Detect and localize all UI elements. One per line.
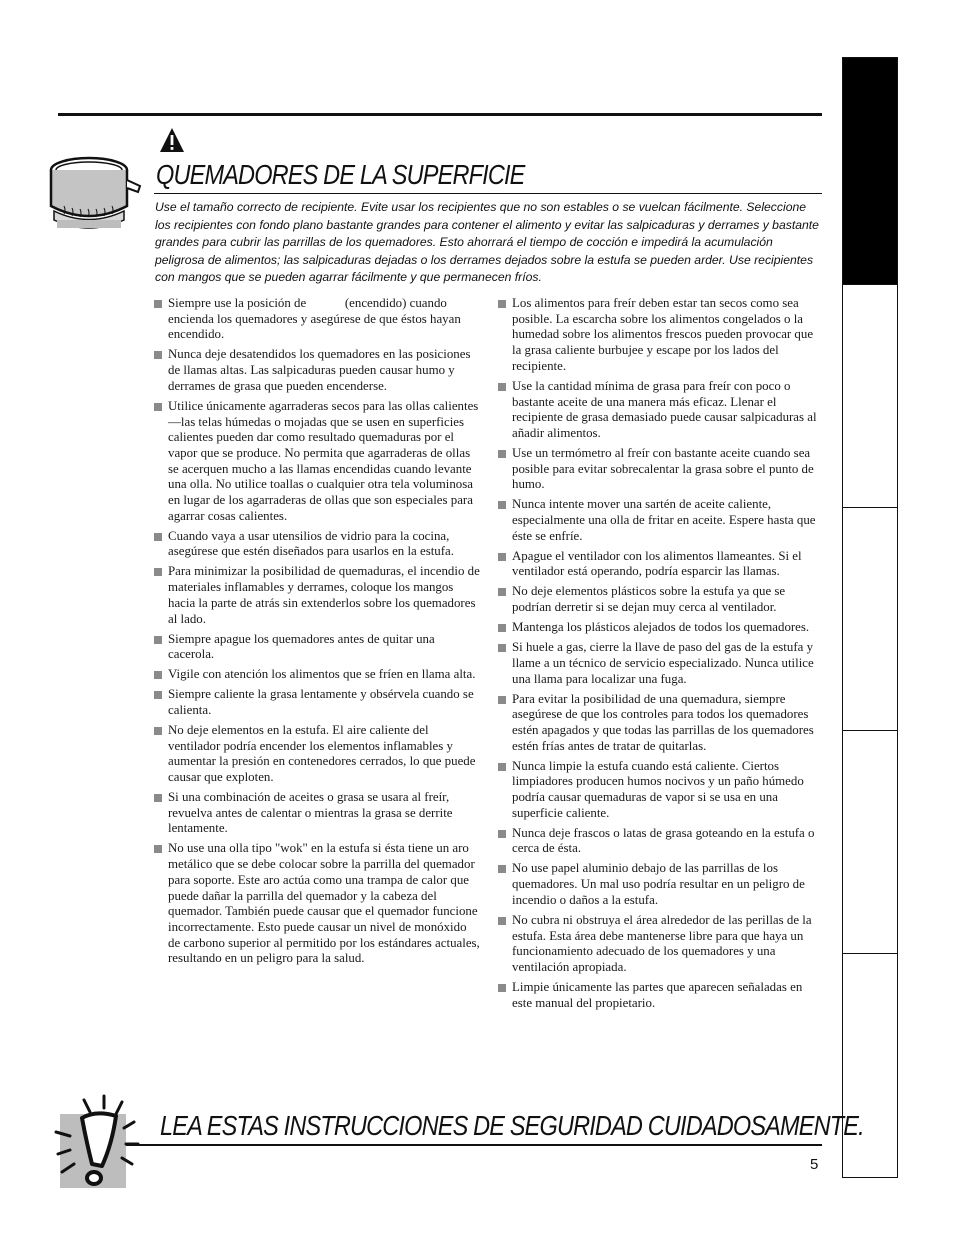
bullet-item: [154, 841, 480, 967]
bullet-text: Los alimentos para freír deben estar tan secos como sea posible. La escarcha sobre los alimentos congelados o la humedad sobre los alimentos frescos pueden provocar que la grasa caliente burbujee y escape por los lados del recipiente.: [512, 296, 814, 373]
square-bullet-icon: [154, 533, 162, 541]
bullet-text: Vigile con atención los alimentos que se fríen en llama alta.: [168, 667, 476, 682]
bullet-item: [154, 632, 480, 663]
bullet-item: [154, 790, 480, 837]
right-column: [498, 296, 824, 1016]
bullet-item: [154, 399, 480, 525]
bullet-text: Para minimizar la posibilidad de quemaduras, el incendio de materiales inflamables y derrames, coloque los mangos hacia la parte de atrás sin extenderlos sobre los quemadores al lado.: [168, 564, 480, 626]
square-bullet-icon: [498, 553, 506, 561]
section-tab-safety-active[interactable]: [843, 58, 897, 284]
bullet-item: [154, 347, 480, 394]
section-tab-2[interactable]: [843, 284, 897, 507]
bullet-item: [498, 584, 824, 615]
square-bullet-icon: [154, 691, 162, 699]
bullet-text: Para evitar la posibilidad de una quemadura, siempre asegúrese de que los controles para todos los quemadores estén apagados y que todas las parrillas de los quemadores estén frías antes de tratar de quitarlas.: [512, 691, 814, 753]
bullet-text: No use una olla tipo "wok" en la estufa si ésta tiene un aro metálico que se debe colocar sobre la parrilla del quemador para soporte. Este aro actúa como una trampa de calor que puede dañar la parrilla del quemador y la cabeza del quemador. También puede causar que el quemador funcione incorrectamente. Esto puede causar un nivel de monóxido de carbono superior al permitido por los estándares actuales, resultando en un peligro para la salud.: [168, 841, 480, 966]
bullet-item: [154, 296, 480, 343]
intro-paragraph: Use el tamaño correcto de recipiente. Evite usar los recipientes que no son estables o se vuelcan fácilmente. Seleccione los recipientes con fondo plano bastante grandes para contener el alimento y evitar las salpicaduras y derrames y bastante grandes para cubrir las parrillas de los quemadores. Esto ahorrará el tiempo de cocción e impedirá la acumulación peligrosa de alimentos; las salpicaduras dejadas o los derrames dejados sobre la estufa se pueden arder. Use recipientes con mangos que se pueden agarrar fácilmente y que permanecen fríos.: [155, 200, 819, 285]
square-bullet-icon: [498, 300, 506, 308]
bullet-item: [154, 529, 480, 560]
section-tab-3[interactable]: [843, 507, 897, 730]
square-bullet-icon: [498, 450, 506, 458]
bullet-item: [498, 692, 824, 755]
square-bullet-icon: [154, 300, 162, 308]
bullet-text: Si huele a gas, cierre la llave de paso del gas de la estufa y llame a un técnico de servicio especializado. Nunca utilice una llama para localizar una fuga.: [512, 640, 814, 686]
bullet-item: [498, 861, 824, 908]
bullet-text: No cubra ni obstruya el área alrededor de las perillas de la estufa. Esta área debe mantenerse libre para que haya un funcionamiento adecuado de los quemadores y una ventilación apropiada.: [512, 912, 812, 974]
square-bullet-icon: [154, 351, 162, 359]
bullet-text: Nunca deje frascos o latas de grasa goteando en la estufa o cerca de ésta.: [512, 825, 815, 856]
bullet-item: [154, 564, 480, 627]
bullet-item: [154, 723, 480, 786]
square-bullet-icon: [498, 624, 506, 632]
square-bullet-icon: [498, 763, 506, 771]
bullet-item: [498, 446, 824, 493]
square-bullet-icon: [154, 671, 162, 679]
bullet-text: Limpie únicamente las partes que aparecen señaladas en este manual del propietario.: [512, 979, 803, 1010]
section-tab-4[interactable]: [843, 730, 897, 953]
bullet-item: [498, 759, 824, 822]
square-bullet-icon: [154, 636, 162, 644]
square-bullet-icon: [498, 383, 506, 391]
square-bullet-icon: [154, 568, 162, 576]
section-tab-5[interactable]: [843, 953, 897, 1177]
square-bullet-icon: [498, 501, 506, 509]
warning-triangle-icon: [159, 127, 185, 153]
bullet-item: [498, 497, 824, 544]
bullet-text: Siempre apague los quemadores antes de quitar una cacerola.: [168, 631, 435, 662]
page-number: 5: [810, 1156, 819, 1173]
bullet-item: [498, 296, 824, 375]
bullet-item: [154, 667, 480, 683]
bullet-text: Si una combinación de aceites o grasa se usara al freír, revuelva antes de calentar o mientras la grasa se derrite lentamente.: [168, 790, 453, 836]
footer-title: LEA ESTAS INSTRUCCIONES DE SEGURIDAD CUIDADOSAMENTE.: [160, 1110, 864, 1141]
section-title: QUEMADORES DE LA SUPERFICIE: [156, 159, 525, 190]
square-bullet-icon: [154, 794, 162, 802]
title-rule: [154, 193, 822, 194]
bullet-text: No deje elementos en la estufa. El aire caliente del ventilador podría encender los elementos inflamables y aumentar la presión en contenedores cerrados, lo que puede causar que exploten.: [168, 722, 476, 785]
bullet-text: No deje elementos plásticos sobre la estufa ya que se podrían derretir si se dejan muy cerca al ventilador.: [512, 584, 786, 615]
bullet-item: [498, 913, 824, 976]
bullet-item: [154, 687, 480, 718]
square-bullet-icon: [498, 865, 506, 873]
square-bullet-icon: [498, 984, 506, 992]
square-bullet-icon: [154, 727, 162, 735]
bullet-item: [498, 379, 824, 442]
square-bullet-icon: [498, 588, 506, 596]
square-bullet-icon: [154, 845, 162, 853]
cooking-pot-icon: [44, 148, 144, 238]
exclamation-alert-icon: [52, 1092, 148, 1188]
left-column: [154, 296, 480, 971]
top-rule: [58, 113, 822, 116]
bullet-item: [498, 640, 824, 687]
bullet-text: Apague el ventilador con los alimentos llameantes. Si el ventilador está operando, podría esparcir las llamas.: [512, 548, 802, 579]
bullet-text: Use un termómetro al freír con bastante aceite cuando sea posible para evitar sobrecalentar la grasa sobre el punto de humo.: [512, 445, 814, 492]
square-bullet-icon: [498, 696, 506, 704]
bullet-item: [498, 549, 824, 580]
square-bullet-icon: [154, 403, 162, 411]
bullet-text: Mantenga los plásticos alejados de todos los quemadores.: [512, 620, 810, 635]
square-bullet-icon: [498, 644, 506, 652]
bullet-item: [498, 620, 824, 636]
bullet-text: Nunca limpie la estufa cuando está caliente. Ciertos limpiadores producen humos nocivos y un paño húmedo podría causar quemaduras de vapor si se usa en una superficie caliente.: [512, 758, 804, 820]
bullet-item: [498, 980, 824, 1011]
bullet-text: No use papel aluminio debajo de las parrillas de los quemadores. Un mal uso podría resultar en un peligro de incendio o daños a la estufa.: [512, 861, 805, 907]
square-bullet-icon: [498, 917, 506, 925]
section-tabs: [842, 57, 898, 1178]
square-bullet-icon: [498, 830, 506, 838]
bullet-text: Nunca deje desatendidos los quemadores en las posiciones de llamas altas. Las salpicaduras pueden causar humo y derrames de grasa que pueden encenderse.: [168, 347, 471, 393]
bullet-text: Cuando vaya a usar utensilios de vidrio para la cocina, asegúrese que estén diseñados para usarlos en la estufa.: [168, 528, 454, 559]
bullet-item: [498, 826, 824, 857]
bullet-text: Siempre caliente la grasa lentamente y obsérvela cuando se calienta.: [168, 687, 474, 717]
bullet-text: Use la cantidad mínima de grasa para freír con poco o bastante aceite de una manera más eficaz. Llenar el recipiente de grasa demasiado puede causar salpicaduras al añadir alimentos.: [512, 378, 817, 440]
bullet-text: Utilice únicamente agarraderas secos para las ollas calientes—las telas húmedas o mojadas que se usen en superficies calientes pueden dar como resultado quemaduras por el vapor que se produce. No permita que agarraderas de ollas se acerquen mucho a las llamas encendidas cuando levante una olla. No utilice toallas o cualquier otra tela voluminosa en lugar de los agarraderas de ollas que son especiales para agarrar cosas calientes.: [168, 398, 479, 523]
bullet-text: Siempre use la posición de (encendido) cuando encienda los quemadores y asegúrese de que éstos hayan encendido.: [168, 296, 461, 342]
footer-rule: [126, 1144, 822, 1146]
bullet-text: Nunca intente mover una sartén de aceite caliente, especialmente una olla de fritar en aceite. Espere hasta que éste se enfríe.: [512, 497, 816, 543]
